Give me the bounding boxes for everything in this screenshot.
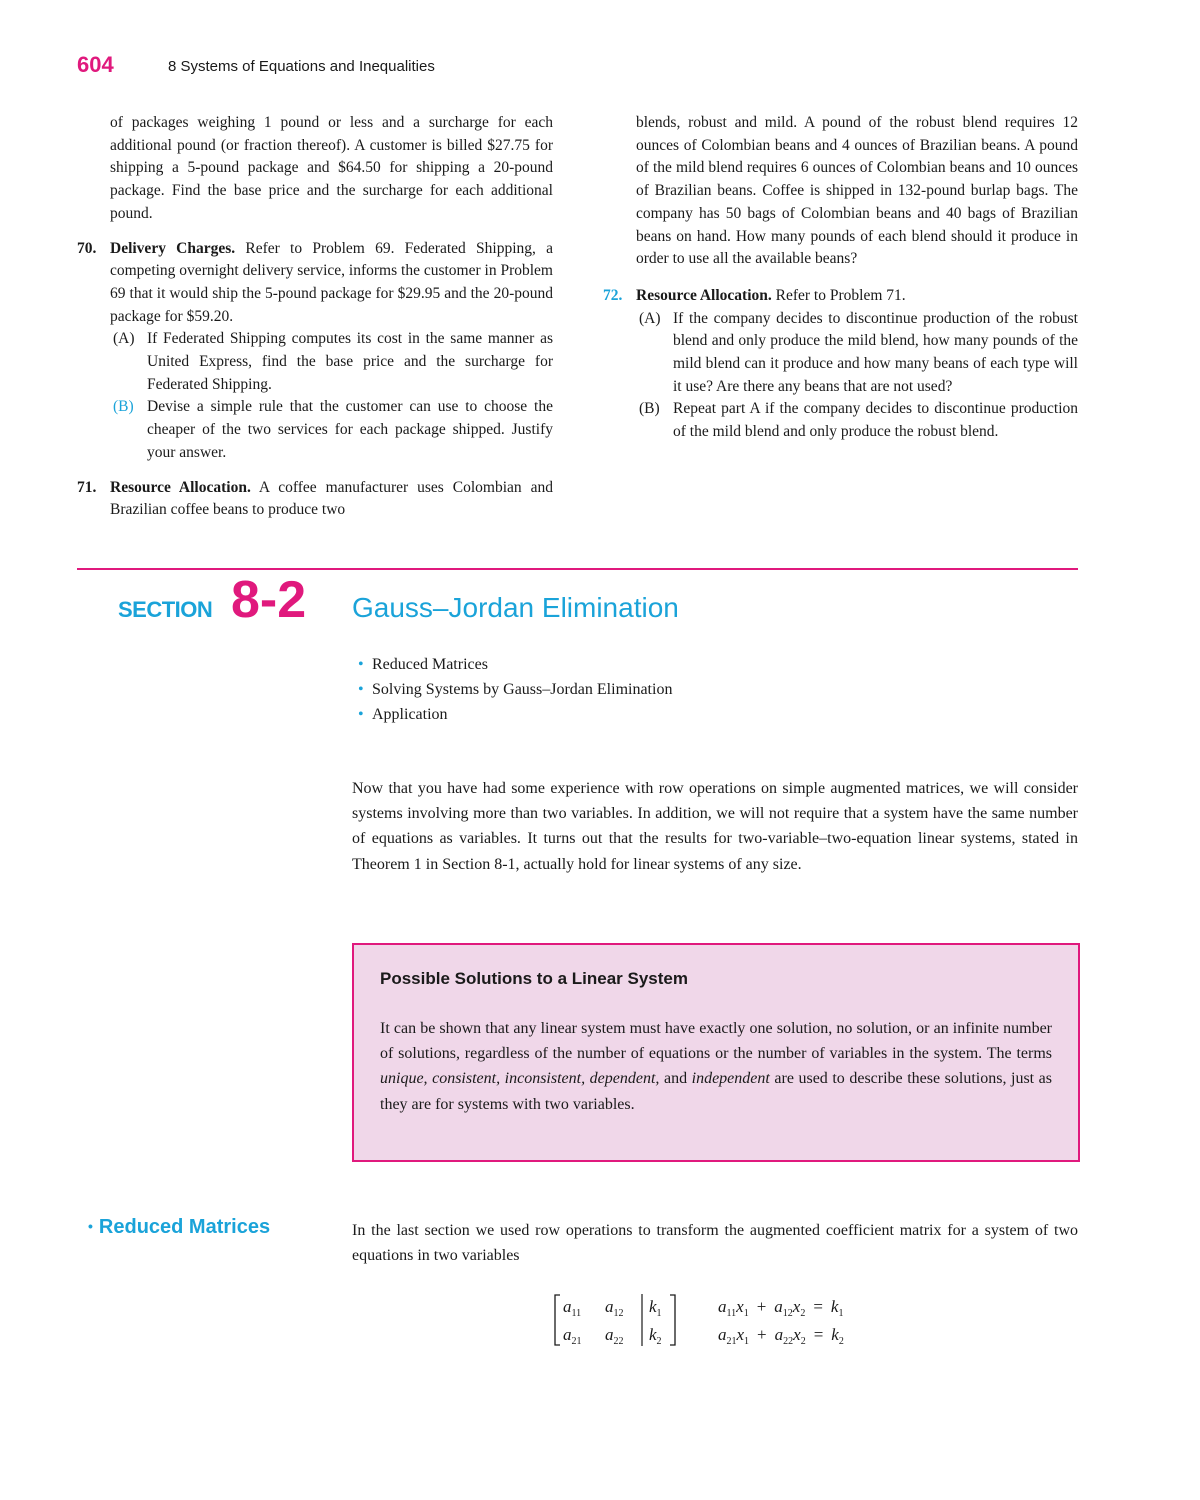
problem-72-number: 72. — [603, 286, 623, 304]
matrix-right-bracket — [670, 1295, 675, 1345]
box-title: Possible Solutions to a Linear System — [380, 969, 688, 988]
running-head: 8 Systems of Equations and Inequalities — [168, 58, 435, 75]
matrix-entry: $a_{22}$ — [605, 1325, 624, 1347]
matrix-entry: $a_{11}$ — [563, 1297, 582, 1319]
problem-70 — [77, 238, 553, 329]
problem-70-number: 70. — [77, 239, 97, 257]
part-b-label: (B) — [113, 398, 134, 416]
box-text — [380, 1016, 1052, 1117]
box-text-part: and — [659, 1070, 692, 1088]
bullet-icon: • — [88, 1218, 93, 1234]
outline-item: • Solving Systems by Gauss–Jordan Elimination — [358, 677, 672, 702]
problem-71-number: 71. — [77, 478, 97, 496]
problem-72 — [603, 285, 1078, 308]
solutions-box — [352, 943, 1080, 1162]
section-title: Gauss–Jordan Elimination — [352, 592, 679, 623]
section-number: 8-2 — [231, 571, 307, 629]
problem-72-part-b — [636, 398, 1078, 443]
reduced-matrices-heading — [88, 1216, 270, 1239]
box-text-part: are used to describe these solutions, just as they are for systems with two variables. — [380, 1070, 1052, 1113]
part-b-label: (B) — [639, 400, 660, 418]
part-a-label: (A) — [639, 309, 661, 327]
problem-71 — [77, 477, 553, 522]
matrix-left-bracket — [555, 1295, 560, 1345]
problem-71-text: A coffee manufacturer uses Colombian and Brazilian coffee beans to produce two — [110, 478, 553, 519]
matrix-entry: $k_2$ — [649, 1325, 662, 1347]
outline-item: • Reduced Matrices — [358, 652, 672, 677]
equation-1: $a_{11}x_1 + a_{12}x_2 = k_1$ — [718, 1297, 844, 1319]
section-outline — [358, 652, 672, 727]
part-b-text: Devise a simple rule that the customer can use to choose the cheaper of the two services for each package shipped. Justify your answer. — [147, 398, 553, 461]
box-text-part: It can be shown that any linear system must have exactly one solution, no solution, or an infinite number of solutions, regardless of the number of equations or the number of variables in the system. The terms — [380, 1020, 1052, 1063]
problem-69-continuation: of packages weighing 1 pound or less and a surcharge for each additional pound (or fraction thereof). A customer is billed $27.75 for shipping a 5-pound package and $64.50 for shipping a 20-pound package. Find the base price and the surcharge for each additional pound. — [110, 114, 553, 222]
problem-72-text: Refer to Problem 71. — [771, 286, 906, 304]
problem-70-text: Refer to Problem 69. Federated Shipping, a competing overnight delivery service, informs the customer in Problem 69 that it would ship the 5-pound package for $29.95 and the 20-pound package for $59.20. — [110, 239, 553, 325]
part-b-text: Repeat part A if the company decides to discontinue production of the mild blend and only produce the robust blend. — [673, 400, 1078, 441]
problem-70-part-a — [110, 328, 553, 396]
left-column — [77, 112, 553, 522]
page-number: 604 — [77, 52, 114, 77]
problem-71-continuation: blends, robust and mild. A pound of the robust blend requires 12 ounces of Colombian beans and 4 ounces of Brazilian beans. A pound of the mild blend requires 6 ounces of Colombian beans and 10 ounces of Brazilian beans. Coffee is shipped in 132-pound burlap bags. The company has 50 bags of Colombian beans and 40 bags of Brazilian beans on hand. How many pounds of each blend should it produce in order to use all the available beans? — [636, 114, 1078, 268]
reduced-matrices-text: In the last section we used row operations to transform the augmented coefficient matrix for a system of two equations in two variables — [352, 1222, 1078, 1264]
problem-70-part-b — [110, 396, 553, 464]
problem-70-parts — [77, 328, 553, 464]
box-terms: unique, consistent, inconsistent, dependent, — [380, 1070, 660, 1088]
matrix-and-system — [553, 1290, 893, 1350]
part-a-label: (A) — [113, 330, 135, 348]
section-divider — [77, 568, 1078, 570]
part-a-text: If Federated Shipping computes its cost in the same manner as United Express, find the base price and the surcharge for Federated Shipping. — [147, 330, 553, 393]
problem-72-parts — [603, 308, 1078, 444]
matrix-entry: $a_{12}$ — [605, 1297, 624, 1319]
reduced-matrices-title: Reduced Matrices — [98, 1216, 271, 1238]
matrix-entry: $k_1$ — [649, 1297, 662, 1319]
equation-2: $a_{21}x_1 + a_{22}x_2 = k_2$ — [718, 1325, 844, 1347]
part-a-text: If the company decides to discontinue production of the robust blend and only produce the mild blend, how many pounds of the mild blend can it produce and how many beans of each type will it use? Are there any beans that are not used? — [673, 309, 1078, 395]
matrix-entry: $a_{21}$ — [563, 1325, 582, 1347]
outline-item: • Application — [358, 702, 672, 727]
right-column — [603, 112, 1078, 444]
box-terms: independent — [691, 1070, 770, 1088]
section-label: SECTION — [118, 597, 213, 622]
problem-72-title: Resource Allocation. — [636, 286, 772, 304]
problem-72-part-a — [636, 308, 1078, 399]
intro-paragraph: Now that you have had some experience with row operations on simple augmented matrices, we will consider systems involving more than two variables. In addition, we will not require that a system have the same number of equations as variables. It turns out that the results for two-variable–two-equation linear systems, stated in Theorem 1 in Section 8-1, actually hold for linear systems of any size. — [352, 780, 1078, 873]
problem-70-title: Delivery Charges. — [110, 239, 236, 257]
problem-71-title: Resource Allocation. — [110, 478, 251, 496]
